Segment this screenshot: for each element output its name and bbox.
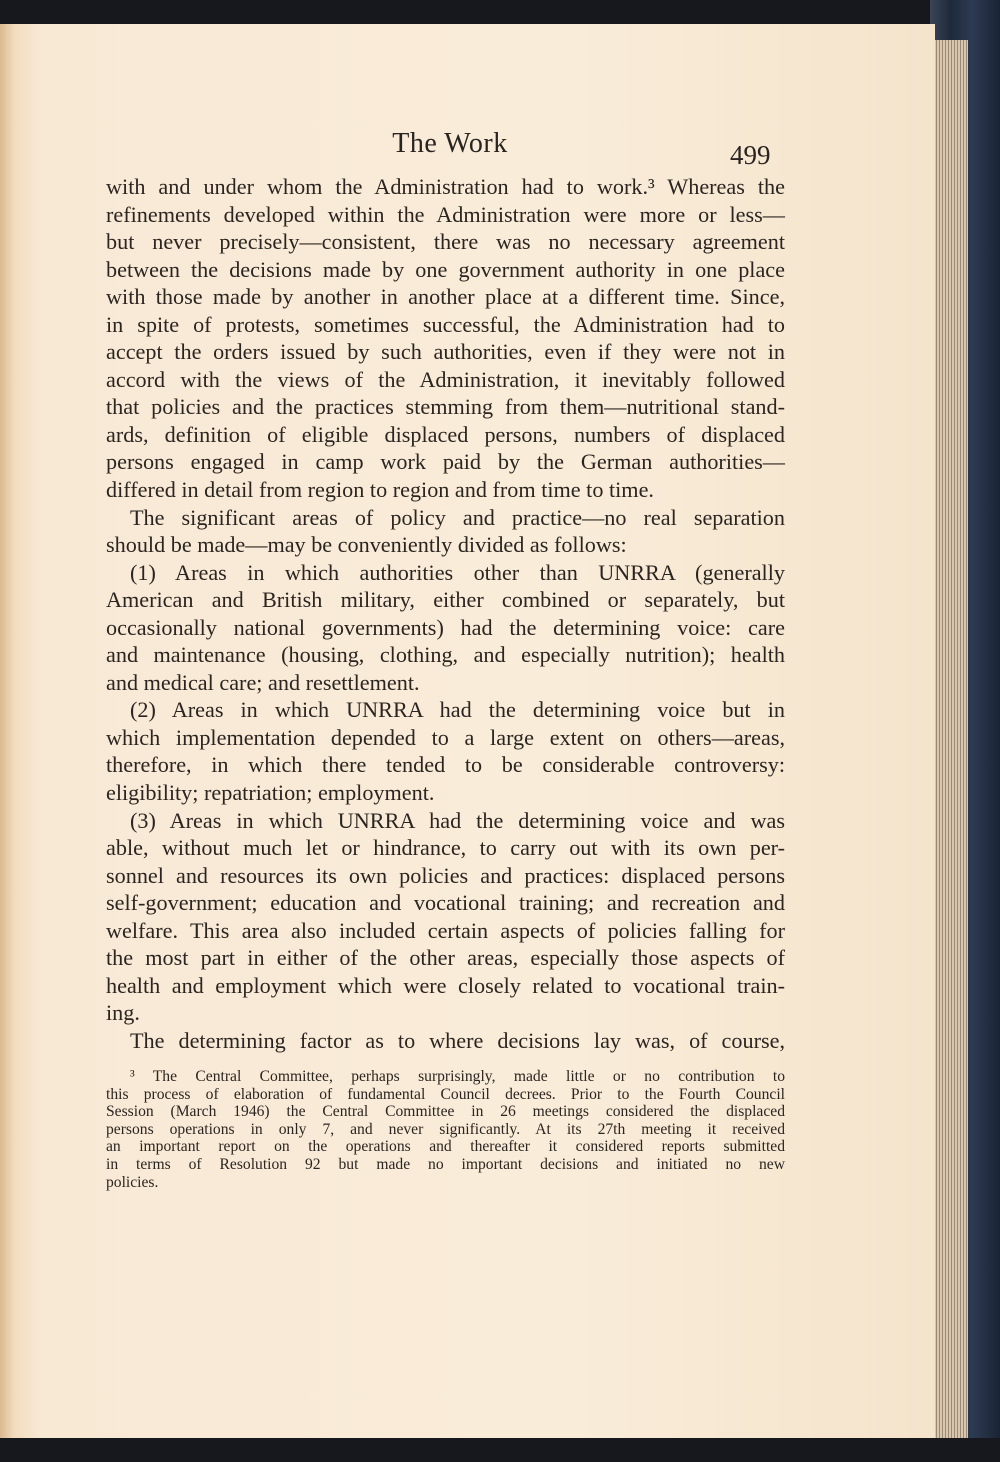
text-line: persons engaged in camp work paid by the German authorities— [106,449,785,475]
text-line: that policies and the practices stemming from them—nutritional stand- [106,394,785,420]
scan-top-border [0,0,1000,24]
paragraph [106,559,785,697]
text-line: American and British military, either combined or separately, but [106,587,785,613]
text-line: between the decisions made by one government authority in one place [106,256,785,282]
text-line: ards, definition of eligible displaced persons, numbers of displaced [106,421,785,447]
running-head: The Work [392,128,508,159]
text-line: occasionally national governments) had the determining voice: care [106,614,785,640]
text-line: The significant areas of policy and practice—no real separation [130,504,785,530]
text-line: therefore, in which there tended to be considerable controversy: [106,752,785,778]
footnote-line: this process of elaboration of fundamental Council decrees. Prior to the Fourth Council [106,1085,785,1103]
text-line: in spite of protests, sometimes successful, the Administration had to [106,311,785,337]
text-line: differed in detail from region to region and from time to time. [106,477,654,503]
text-line: with and under whom the Administration had to work.³ Whereas the [106,174,785,199]
text-line: and maintenance (housing, clothing, and especially nutrition); health [106,642,785,668]
text-line: (3) Areas in which UNRRA had the determining voice and was [130,807,785,833]
footnote-line: persons operations in only 7, and never significantly. At its 27th meeting it received [106,1120,785,1138]
paragraph [106,173,785,504]
text-line: welfare. This area also included certain aspects of policies falling for [106,917,785,943]
text-line: accord with the views of the Administration, it inevitably followed [106,366,785,392]
text-line: accept the orders issued by such authorities, even if they were not in [106,339,785,365]
paragraph [106,504,785,559]
text-line: with those made by another in another place at a different time. Since, [106,284,785,310]
text-line: ing. [106,1000,140,1026]
text-line: (1) Areas in which authorities other than UNRRA (generally [130,559,785,585]
text-line: refinements developed within the Administration were more or less— [106,201,785,227]
text-line: the most part in either of the other areas, especially those aspects of [106,945,785,971]
footnote-line: policies. [106,1173,159,1191]
paragraph [106,807,785,1027]
footnote-line: in terms of Resolution 92 but made no important decisions and initiated no new [106,1155,785,1173]
text-line: The determining factor as to where decisions lay was, of course, [130,1027,785,1053]
text-line: which implementation depended to a large extent on others—areas, [106,724,785,750]
body-text [106,173,785,1055]
text-line: health and employment which were closely related to vocational train- [106,972,785,998]
text-line: (2) Areas in which UNRRA had the determining voice but in [130,697,785,723]
scan-bottom-border [0,1438,1000,1462]
text-line: and medical care; and resettlement. [106,669,420,695]
text-line: able, without much let or hindrance, to carry out with its own per- [106,835,785,861]
text-line: self-government; education and vocational training; and recreation and [106,890,785,916]
footnote [106,1068,785,1191]
text-line: but never precisely—consistent, there was no necessary agreement [106,229,785,255]
footnote-line: an important report on the operations and thereafter it considered reports submitted [106,1138,785,1156]
footnote-line: Session (March 1946) the Central Committee in 26 meetings considered the displaced [106,1103,785,1121]
footnote-line: ³ The Central Committee, perhaps surprisingly, made little or no contribution to [130,1068,785,1085]
page-number: 499 [730,140,771,170]
paragraph [106,696,785,806]
text-line: eligibility; repatriation; employment. [106,780,435,806]
paragraph [106,1027,785,1055]
text-line: should be made—may be conveniently divided as follows: [106,532,627,558]
text-line: sonnel and resources its own policies and practices: displaced persons [106,862,785,888]
